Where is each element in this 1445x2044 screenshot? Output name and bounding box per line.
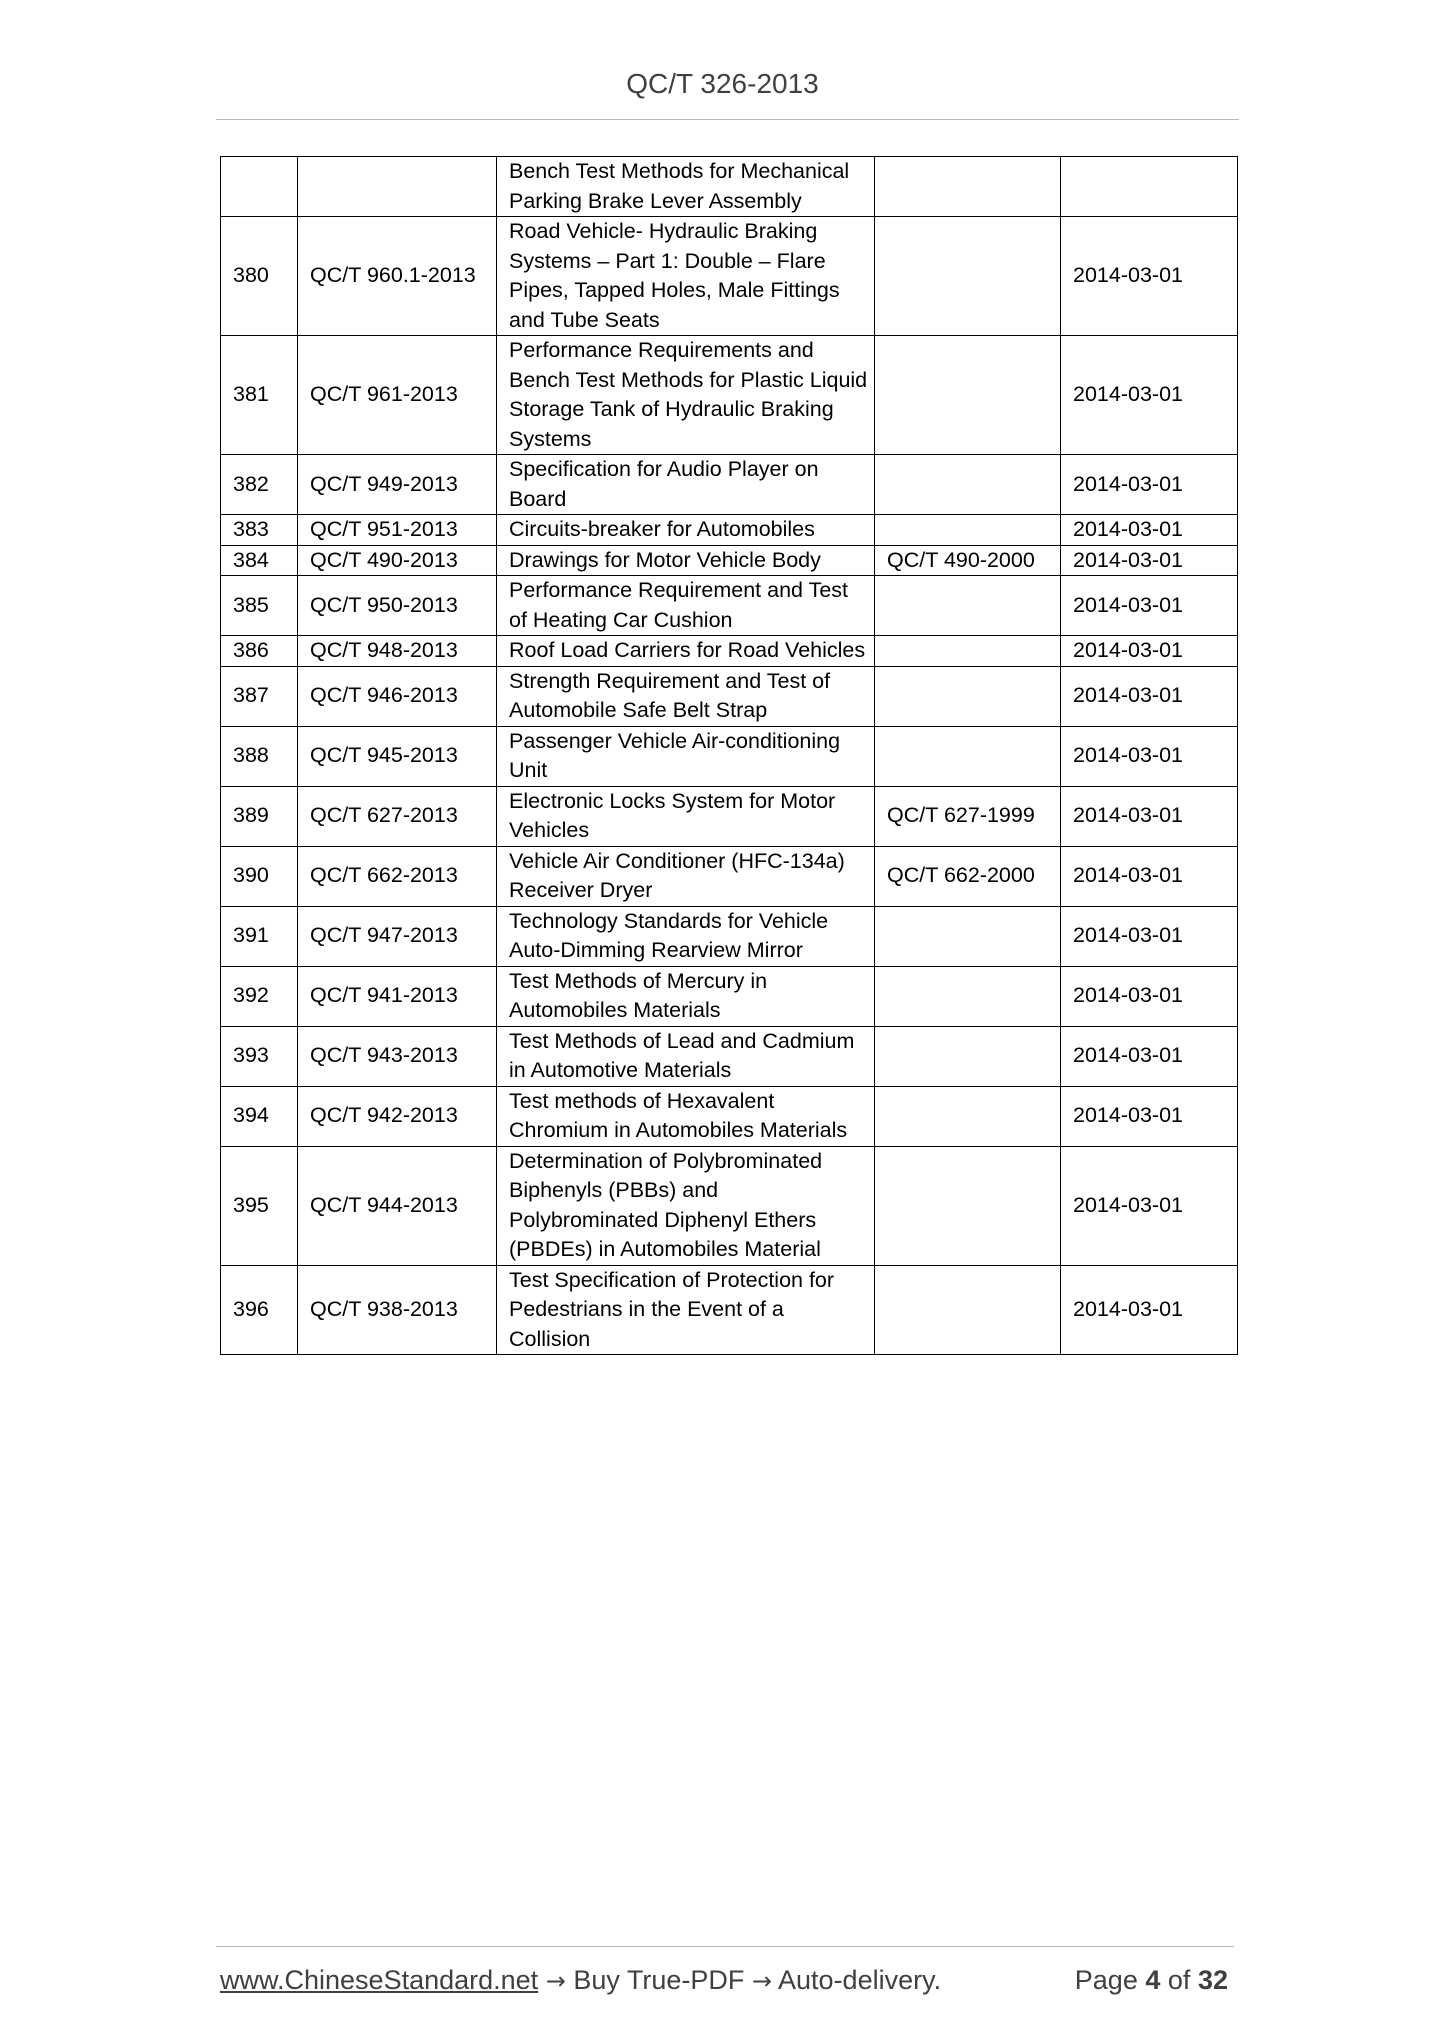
cell-implementation-date: 2014-03-01 bbox=[1061, 545, 1238, 576]
cell-replaced-code bbox=[875, 1146, 1061, 1265]
cell-standard-name: Circuits-breaker for Automobiles bbox=[497, 515, 875, 546]
arrow-right-icon: → bbox=[751, 1967, 772, 1995]
standards-table bbox=[220, 156, 1238, 1355]
table-row bbox=[221, 217, 1238, 336]
footer-promo bbox=[220, 1965, 941, 1996]
cell-standard-code: QC/T 951-2013 bbox=[298, 515, 497, 546]
cell-number: 394 bbox=[221, 1086, 298, 1146]
table-row bbox=[221, 966, 1238, 1026]
cell-number: 387 bbox=[221, 666, 298, 726]
cell-standard-code bbox=[298, 157, 497, 217]
cell-implementation-date: 2014-03-01 bbox=[1061, 1026, 1238, 1086]
cell-standard-name: Test methods of Hexavalent Chromium in Automobiles Materials bbox=[497, 1086, 875, 1146]
cell-replaced-code bbox=[875, 217, 1061, 336]
cell-replaced-code bbox=[875, 726, 1061, 786]
table-row bbox=[221, 666, 1238, 726]
cell-replaced-code bbox=[875, 515, 1061, 546]
cell-implementation-date: 2014-03-01 bbox=[1061, 1146, 1238, 1265]
table-row bbox=[221, 726, 1238, 786]
cell-number: 389 bbox=[221, 786, 298, 846]
cell-implementation-date: 2014-03-01 bbox=[1061, 515, 1238, 546]
cell-number bbox=[221, 157, 298, 217]
cell-standard-code: QC/T 961-2013 bbox=[298, 336, 497, 455]
table-row bbox=[221, 1265, 1238, 1355]
cell-number: 388 bbox=[221, 726, 298, 786]
cell-standard-code: QC/T 941-2013 bbox=[298, 966, 497, 1026]
cell-number: 386 bbox=[221, 636, 298, 667]
cell-implementation-date: 2014-03-01 bbox=[1061, 217, 1238, 336]
cell-replaced-code: QC/T 627-1999 bbox=[875, 786, 1061, 846]
table-row bbox=[221, 515, 1238, 546]
cell-replaced-code bbox=[875, 576, 1061, 636]
table-row bbox=[221, 906, 1238, 966]
cell-replaced-code bbox=[875, 336, 1061, 455]
cell-standard-code: QC/T 943-2013 bbox=[298, 1026, 497, 1086]
cell-standard-code: QC/T 947-2013 bbox=[298, 906, 497, 966]
cell-standard-code: QC/T 950-2013 bbox=[298, 576, 497, 636]
cell-standard-name: Vehicle Air Conditioner (HFC-134a) Receiver Dryer bbox=[497, 846, 875, 906]
cell-number: 392 bbox=[221, 966, 298, 1026]
cell-standard-name: Performance Requirements and Bench Test Methods for Plastic Liquid Storage Tank of Hydraulic Braking Systems bbox=[497, 336, 875, 455]
cell-standard-name: Test Specification of Protection for Pedestrians in the Event of a Collision bbox=[497, 1265, 875, 1355]
cell-standard-name: Electronic Locks System for Motor Vehicles bbox=[497, 786, 875, 846]
table-row bbox=[221, 336, 1238, 455]
cell-standard-code: QC/T 662-2013 bbox=[298, 846, 497, 906]
cell-standard-name: Passenger Vehicle Air-conditioning Unit bbox=[497, 726, 875, 786]
current-page: 4 bbox=[1145, 1965, 1161, 1995]
cell-replaced-code bbox=[875, 966, 1061, 1026]
cell-implementation-date: 2014-03-01 bbox=[1061, 1265, 1238, 1355]
cell-standard-name: Bench Test Methods for Mechanical Parking Brake Lever Assembly bbox=[497, 157, 875, 217]
table-row bbox=[221, 786, 1238, 846]
cell-standard-code: QC/T 945-2013 bbox=[298, 726, 497, 786]
cell-replaced-code bbox=[875, 1026, 1061, 1086]
cell-implementation-date: 2014-03-01 bbox=[1061, 1086, 1238, 1146]
cell-implementation-date: 2014-03-01 bbox=[1061, 726, 1238, 786]
table-row bbox=[221, 157, 1238, 217]
cell-number: 395 bbox=[221, 1146, 298, 1265]
cell-standard-name: Test Methods of Mercury in Automobiles Materials bbox=[497, 966, 875, 1026]
cell-standard-code: QC/T 944-2013 bbox=[298, 1146, 497, 1265]
cell-standard-code: QC/T 942-2013 bbox=[298, 1086, 497, 1146]
cell-number: 391 bbox=[221, 906, 298, 966]
cell-implementation-date bbox=[1061, 157, 1238, 217]
cell-replaced-code bbox=[875, 1086, 1061, 1146]
cell-number: 390 bbox=[221, 846, 298, 906]
cell-standard-code: QC/T 960.1-2013 bbox=[298, 217, 497, 336]
document-code-header: QC/T 326-2013 bbox=[626, 68, 819, 99]
cell-number: 396 bbox=[221, 1265, 298, 1355]
cell-number: 383 bbox=[221, 515, 298, 546]
table-row bbox=[221, 1146, 1238, 1265]
cell-replaced-code bbox=[875, 666, 1061, 726]
auto-delivery-text: Auto-delivery. bbox=[778, 1965, 942, 1995]
cell-number: 381 bbox=[221, 336, 298, 455]
cell-standard-code: QC/T 949-2013 bbox=[298, 455, 497, 515]
cell-standard-name: Test Methods of Lead and Cadmium in Automotive Materials bbox=[497, 1026, 875, 1086]
cell-implementation-date: 2014-03-01 bbox=[1061, 336, 1238, 455]
header-divider bbox=[216, 119, 1239, 120]
cell-standard-name: Technology Standards for Vehicle Auto-Dimming Rearview Mirror bbox=[497, 906, 875, 966]
cell-standard-name: Strength Requirement and Test of Automobile Safe Belt Strap bbox=[497, 666, 875, 726]
cell-standard-name: Roof Load Carriers for Road Vehicles bbox=[497, 636, 875, 667]
cell-standard-code: QC/T 627-2013 bbox=[298, 786, 497, 846]
cell-standard-code: QC/T 938-2013 bbox=[298, 1265, 497, 1355]
cell-implementation-date: 2014-03-01 bbox=[1061, 666, 1238, 726]
table-row bbox=[221, 1086, 1238, 1146]
cell-number: 380 bbox=[221, 217, 298, 336]
page-label: Page bbox=[1074, 1965, 1138, 1995]
cell-replaced-code bbox=[875, 906, 1061, 966]
cell-number: 382 bbox=[221, 455, 298, 515]
cell-implementation-date: 2014-03-01 bbox=[1061, 906, 1238, 966]
cell-implementation-date: 2014-03-01 bbox=[1061, 636, 1238, 667]
table-row bbox=[221, 846, 1238, 906]
cell-number: 384 bbox=[221, 545, 298, 576]
cell-standard-name: Road Vehicle- Hydraulic Braking Systems – Part 1: Double – Flare Pipes, Tapped Holes, Male Fittings and Tube Seats bbox=[497, 217, 875, 336]
table-row bbox=[221, 636, 1238, 667]
of-label: of bbox=[1167, 1965, 1191, 1995]
table-row bbox=[221, 455, 1238, 515]
cell-replaced-code bbox=[875, 1265, 1061, 1355]
cell-standard-name: Specification for Audio Player on Board bbox=[497, 455, 875, 515]
cell-replaced-code bbox=[875, 636, 1061, 667]
cell-replaced-code bbox=[875, 455, 1061, 515]
cell-replaced-code bbox=[875, 157, 1061, 217]
cell-standard-name: Determination of Polybrominated Biphenyls (PBBs) and Polybrominated Diphenyl Ethers (PBDEs) in Automobiles Material bbox=[497, 1146, 875, 1265]
cell-standard-code: QC/T 948-2013 bbox=[298, 636, 497, 667]
standards-table-body bbox=[221, 157, 1238, 1355]
cell-standard-code: QC/T 946-2013 bbox=[298, 666, 497, 726]
cell-implementation-date: 2014-03-01 bbox=[1061, 966, 1238, 1026]
cell-implementation-date: 2014-03-01 bbox=[1061, 786, 1238, 846]
cell-replaced-code: QC/T 662-2000 bbox=[875, 846, 1061, 906]
buy-true-pdf-text: Buy True-PDF bbox=[573, 1965, 745, 1995]
cell-standard-name: Drawings for Motor Vehicle Body bbox=[497, 545, 875, 576]
cell-number: 393 bbox=[221, 1026, 298, 1086]
arrow-right-icon: → bbox=[545, 1967, 566, 1995]
cell-standard-name: Performance Requirement and Test of Heating Car Cushion bbox=[497, 576, 875, 636]
cell-implementation-date: 2014-03-01 bbox=[1061, 455, 1238, 515]
table-row bbox=[221, 545, 1238, 576]
cell-number: 385 bbox=[221, 576, 298, 636]
table-row bbox=[221, 1026, 1238, 1086]
site-link[interactable]: www.ChineseStandard.net bbox=[220, 1965, 539, 1995]
table-row bbox=[221, 576, 1238, 636]
page-footer bbox=[220, 1965, 1232, 2001]
cell-implementation-date: 2014-03-01 bbox=[1061, 576, 1238, 636]
footer-divider bbox=[216, 1946, 1234, 1947]
total-pages: 32 bbox=[1197, 1965, 1228, 1995]
cell-standard-code: QC/T 490-2013 bbox=[298, 545, 497, 576]
cell-replaced-code: QC/T 490-2000 bbox=[875, 545, 1061, 576]
page-number bbox=[1075, 1965, 1228, 1996]
cell-implementation-date: 2014-03-01 bbox=[1061, 846, 1238, 906]
